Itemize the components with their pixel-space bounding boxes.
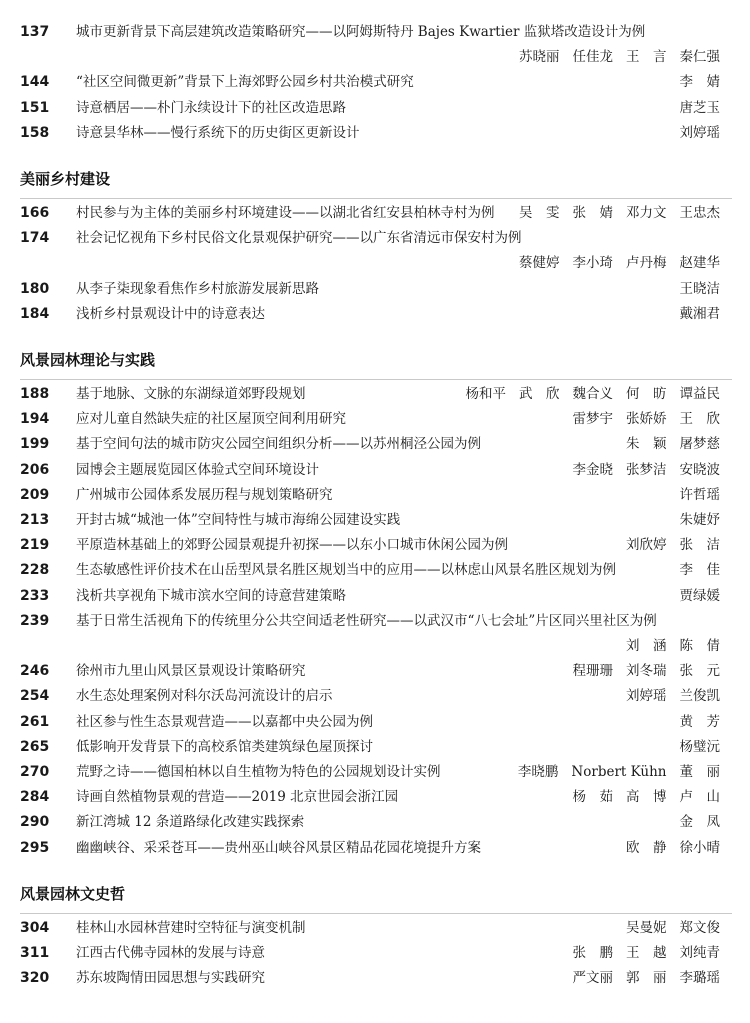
article-title: 基于空间句法的城市防灾公园空间组织分析——以苏州桐泾公园为例 <box>76 436 481 453</box>
page-number: 151 <box>20 99 50 116</box>
toc-entry[interactable] <box>0 19 750 66</box>
article-title: 新江湾城 12 条道路绿化改建实践探索 <box>76 814 305 831</box>
article-title: 诗画自然植物景观的营造——2019 北京世园会浙江园 <box>76 789 399 806</box>
author-name: 刘婷瑶 <box>679 124 720 141</box>
author-name: 吴曼妮 <box>626 919 667 936</box>
author-name: 王 越 <box>626 945 667 961</box>
author-name: 屠梦慈 <box>679 436 720 453</box>
author-name: 唐芝玉 <box>679 99 720 116</box>
page-number: 295 <box>20 839 50 856</box>
author-name: 王 欣 <box>679 411 720 428</box>
article-authors <box>680 813 721 831</box>
author-name: 安晓波 <box>679 461 720 478</box>
author-name: 杨 茹 <box>572 789 613 806</box>
article-title: 徐州市九里山风景区景观设计策略研究 <box>76 663 306 680</box>
author-name: 张 婧 <box>572 205 613 221</box>
section-heading: 风景园林理论与实践 <box>20 351 156 369</box>
page-number: 219 <box>20 537 50 554</box>
author-name: 邓力文 <box>626 205 667 221</box>
article-authors <box>626 839 720 857</box>
toc-entry[interactable] <box>0 759 750 785</box>
article-authors <box>626 687 720 705</box>
author-name: 魏合义 <box>572 386 613 402</box>
section-heading: 美丽乡村建设 <box>20 170 111 188</box>
article-authors <box>573 662 721 680</box>
article-authors <box>466 385 721 403</box>
article-authors <box>626 435 720 453</box>
author-name: 程珊珊 <box>572 663 613 680</box>
author-name: 苏晓丽 <box>519 49 560 66</box>
author-name: 刘纯青 <box>679 945 720 961</box>
page-number: 158 <box>20 124 50 141</box>
page-number: 254 <box>20 688 50 705</box>
page-number: 166 <box>20 205 50 221</box>
author-name: 李晓鹏 <box>517 764 559 780</box>
author-name: 杨和平 <box>465 386 506 402</box>
page-number: 233 <box>20 587 50 604</box>
article-title: 基于地脉、文脉的东湖绿道郊野段规划 <box>76 386 306 402</box>
toc-entry[interactable] <box>0 200 750 226</box>
toc-entry[interactable] <box>0 709 750 735</box>
toc-entry[interactable] <box>0 225 750 272</box>
article-authors <box>626 919 720 937</box>
toc-entry[interactable] <box>0 658 750 684</box>
article-title: 诗意栖居——朴门永续设计下的社区改造思路 <box>76 99 346 116</box>
article-title: 低影响开发背景下的高校系馆类建筑绿色屋顶探讨 <box>76 738 373 755</box>
page-number: 265 <box>20 738 50 755</box>
article-authors <box>573 410 721 428</box>
author-name: 徐小晴 <box>679 839 720 856</box>
author-name: 朱婕妤 <box>679 512 720 528</box>
article-title: 幽幽峡谷、采采苍耳——贵州巫山峡谷风景区精品花园花境提升方案 <box>76 839 481 856</box>
toc-entry[interactable] <box>0 835 750 861</box>
author-name: 刘婷瑶 <box>626 688 667 705</box>
author-name: 董 丽 <box>679 764 720 780</box>
author-name: 张 洁 <box>679 537 720 554</box>
author-name: 卢丹梅 <box>626 255 667 272</box>
article-authors <box>680 561 721 579</box>
toc-entry[interactable] <box>0 532 750 558</box>
article-title: “社区空间微更新”背景下上海郊野公园乡村共治模式研究 <box>76 74 414 91</box>
author-name: 赵建华 <box>679 255 720 272</box>
toc-entry[interactable] <box>0 381 750 407</box>
author-name: 李璐瑶 <box>679 970 720 987</box>
section-divider <box>20 379 732 380</box>
author-name: 杨璧沅 <box>679 738 720 755</box>
article-authors <box>680 738 721 756</box>
article-authors <box>519 204 720 222</box>
author-name: 高 博 <box>626 789 667 806</box>
article-title: 水生态处理案例对科尔沃岛河流设计的启示 <box>76 688 333 705</box>
article-title: 应对儿童自然缺失症的社区屋顶空间利用研究 <box>76 411 346 428</box>
toc-entry[interactable] <box>0 301 750 327</box>
toc-entry[interactable] <box>0 583 750 609</box>
article-authors <box>626 637 720 655</box>
author-name: 张 元 <box>679 663 720 680</box>
author-name: 李金晓 <box>572 461 613 478</box>
toc-entry[interactable] <box>0 431 750 457</box>
article-title: 浅析共享视角下城市滨水空间的诗意营建策略 <box>76 587 346 604</box>
article-title: 基于日常生活视角下的传统里分公共空间适老性研究——以武汉市“八七会址”片区同兴里社区为例 <box>76 612 657 629</box>
toc-entry[interactable] <box>0 482 750 508</box>
article-authors <box>680 99 721 117</box>
author-name: 张 鹏 <box>572 945 613 961</box>
toc-entry[interactable] <box>0 965 750 991</box>
article-title: 江西古代佛寺园林的发展与诗意 <box>76 945 265 961</box>
author-name: 兰俊凯 <box>679 688 720 705</box>
article-title: 平原造林基础上的郊野公园景观提升初探——以东小口城市休闲公园为例 <box>76 537 508 554</box>
section-heading: 风景园林文史哲 <box>20 884 126 903</box>
author-name: 郭 丽 <box>626 970 667 987</box>
author-name: 王 言 <box>626 49 667 66</box>
page-number: 174 <box>20 230 50 247</box>
toc-entry[interactable] <box>0 683 750 709</box>
author-name: 黄 芳 <box>679 713 720 730</box>
article-title: 广州城市公园体系发展历程与规划策略研究 <box>76 486 333 503</box>
author-name: 许哲瑶 <box>679 486 720 503</box>
article-authors <box>680 280 721 298</box>
author-name: 卢 山 <box>679 789 720 806</box>
author-name: 李 佳 <box>679 562 720 579</box>
article-authors <box>680 486 721 504</box>
article-authors <box>573 788 721 806</box>
page-number: 213 <box>20 512 50 528</box>
author-name: 雷梦宇 <box>572 411 613 428</box>
author-name: 朱 颖 <box>626 436 667 453</box>
article-title: 浅析乡村景观设计中的诗意表达 <box>76 305 265 322</box>
page-number: 184 <box>20 305 50 322</box>
page-number: 180 <box>20 280 50 297</box>
author-name: 郑文俊 <box>679 919 720 936</box>
toc-entry[interactable] <box>0 507 750 533</box>
article-title: 从李子柒现象看焦作乡村旅游发展新思路 <box>76 280 319 297</box>
page-number: 246 <box>20 663 50 680</box>
article-title: 开封古城“城池一体”空间特性与城市海绵公园建设实践 <box>76 512 401 528</box>
author-name: 谭益民 <box>679 386 720 402</box>
author-name: 李 婧 <box>679 74 720 91</box>
article-title: 苏东坡陶情田园思想与实践研究 <box>76 970 265 987</box>
article-title: 桂林山水园林营建时空特征与演变机制 <box>76 919 306 936</box>
page-number: 188 <box>20 386 50 402</box>
author-name: Norbert Kühn <box>571 764 667 780</box>
toc-entry[interactable] <box>0 915 750 941</box>
author-name: 贾绿媛 <box>679 587 720 604</box>
author-name: 王晓洁 <box>679 280 720 297</box>
article-title: 荒野之诗——德国柏林以自生植物为特色的公园规划设计实例 <box>76 764 441 780</box>
toc-entry[interactable] <box>0 784 750 810</box>
article-authors <box>573 944 721 962</box>
author-name: 王忠杰 <box>679 205 720 221</box>
toc-entry[interactable] <box>0 406 750 432</box>
author-name: 武 欣 <box>519 386 560 402</box>
author-name: 吴 雯 <box>519 205 560 221</box>
author-name: 秦仁强 <box>679 49 720 66</box>
toc-entry[interactable] <box>0 809 750 835</box>
author-name: 严文丽 <box>572 970 613 987</box>
article-authors <box>680 305 721 323</box>
section-divider <box>20 913 732 914</box>
author-name: 欧 静 <box>626 839 667 856</box>
article-authors <box>573 969 721 987</box>
article-authors <box>518 763 720 781</box>
page-number: 270 <box>20 764 50 780</box>
toc-entry[interactable] <box>0 276 750 302</box>
article-authors <box>573 461 721 479</box>
article-authors <box>626 536 720 554</box>
article-authors <box>519 254 720 272</box>
article-authors <box>680 587 721 605</box>
page-number: 311 <box>20 945 50 961</box>
toc-entry[interactable] <box>0 69 750 95</box>
author-name: 何 昉 <box>626 386 667 402</box>
author-name: 李小琦 <box>572 255 613 272</box>
page-number: 284 <box>20 789 50 806</box>
page-number: 137 <box>20 24 50 40</box>
section-divider <box>20 198 732 199</box>
toc-entry[interactable] <box>0 95 750 121</box>
author-name: 金 凤 <box>679 814 720 831</box>
page-number: 209 <box>20 486 50 503</box>
toc-entry[interactable] <box>0 940 750 966</box>
article-title: 诗意昙华林——慢行系统下的历史街区更新设计 <box>76 124 360 141</box>
article-title: 村民参与为主体的美丽乡村环境建设——以湖北省红安县柏林寺村为例 <box>76 205 495 221</box>
article-title: 生态敏感性评价技术在山岳型风景名胜区规划当中的应用——以林虑山风景名胜区规划为例 <box>76 562 616 579</box>
page-number: 199 <box>20 436 50 453</box>
article-authors <box>680 73 721 91</box>
author-name: 张娇娇 <box>626 411 667 428</box>
toc-entry[interactable] <box>0 457 750 483</box>
author-name: 刘 涵 <box>626 637 667 654</box>
page-number: 239 <box>20 612 50 629</box>
author-name: 陈 倩 <box>679 637 720 654</box>
author-name: 刘冬瑞 <box>626 663 667 680</box>
page-number: 290 <box>20 814 50 831</box>
article-authors <box>680 511 721 529</box>
article-title: 园博会主题展览园区体验式空间环境设计 <box>76 461 319 478</box>
toc-entry[interactable] <box>0 734 750 760</box>
author-name: 蔡健婷 <box>519 255 560 272</box>
author-name: 张梦洁 <box>626 461 667 478</box>
article-title: 城市更新背景下高层建筑改造策略研究——以阿姆斯特丹 Bajes Kwartier 监狱塔改造设计为例 <box>76 24 646 40</box>
article-authors <box>680 713 721 731</box>
page-number: 320 <box>20 970 50 987</box>
toc-entry[interactable] <box>0 608 750 654</box>
page-number: 206 <box>20 461 50 478</box>
author-name: 戴湘君 <box>679 305 720 322</box>
page-number: 304 <box>20 919 50 936</box>
article-authors <box>519 48 720 66</box>
author-name: 任佳龙 <box>572 49 613 66</box>
article-authors <box>680 124 721 142</box>
article-title: 社区参与性生态景观营造——以嘉都中央公园为例 <box>76 713 373 730</box>
page-number: 228 <box>20 562 50 579</box>
page-number: 194 <box>20 411 50 428</box>
toc-entry[interactable] <box>0 120 750 146</box>
author-name: 刘欣婷 <box>626 537 667 554</box>
toc-entry[interactable] <box>0 557 750 583</box>
page-number: 261 <box>20 713 50 730</box>
page-number: 144 <box>20 74 50 91</box>
article-title: 社会记忆视角下乡村民俗文化景观保护研究——以广东省清远市保安村为例 <box>76 230 522 247</box>
